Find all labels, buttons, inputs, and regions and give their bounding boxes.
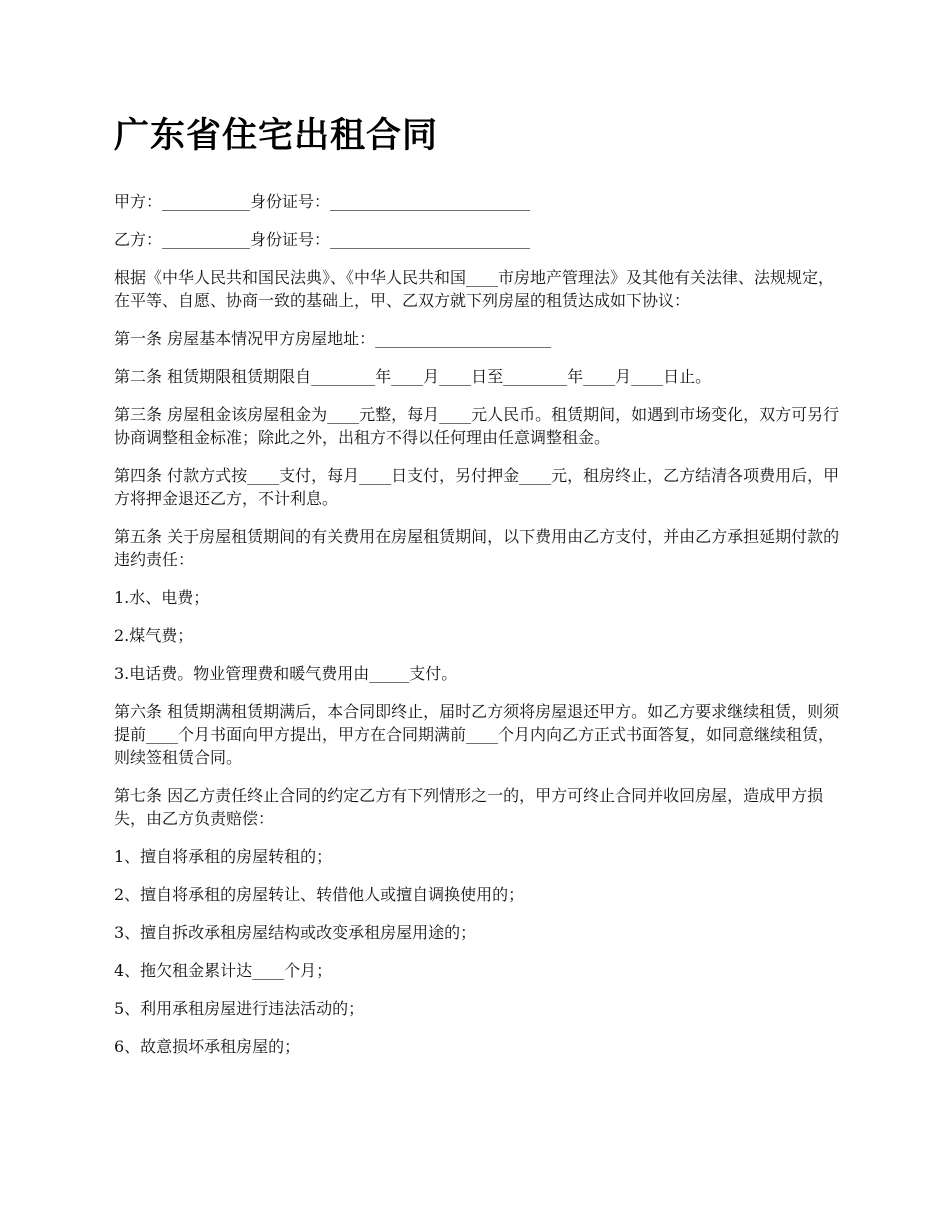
article-4: 第四条 付款方式按____支付，每月____日支付，另付押金____元，租房终止，乙方结清各项费用后，甲方将押金退还乙方，不计利息。 — [114, 466, 840, 508]
party-b-line: 乙方：___________身份证号：_________________________ — [114, 230, 531, 249]
article-1: 第一条 房屋基本情况甲方房屋地址：______________________ — [114, 329, 552, 348]
article-5: 第五条 关于房屋租赁期间的有关费用在房屋租赁期间，以下费用由乙方支付，并由乙方承担延期付款的违约责任： — [114, 527, 840, 569]
party-a-line: 甲方：___________身份证号：_________________________ — [114, 192, 531, 211]
article-7-item-2: 2、擅自将承租的房屋转让、转借他人或擅自调换使用的； — [114, 885, 525, 904]
preamble-paragraph: 根据《中华人民共和国民法典》、《中华人民共和国____市房地产管理法》及其他有关法律、法规规定，在平等、自愿、协商一致的基础上，甲、乙双方就下列房屋的租赁达成如下协议： — [114, 268, 835, 310]
article-5-item-1: 1.水、电费； — [114, 588, 210, 607]
article-7-item-5: 5、利用承租房屋进行违法活动的； — [114, 999, 365, 1018]
article-5-item-3: 3.电话费。物业管理费和暖气费用由_____支付。 — [114, 664, 458, 683]
article-2: 第二条 租赁期限租赁期限自________年____月____日至________年____月____日止。 — [114, 367, 712, 386]
article-7-item-3: 3、擅自拆改承租房屋结构或改变承租房屋用途的； — [114, 923, 477, 942]
article-7-item-4: 4、拖欠租金累计达____个月； — [114, 961, 333, 980]
article-7: 第七条 因乙方责任终止合同的约定乙方有下列情形之一的，甲方可终止合同并收回房屋，造成甲方损失，由乙方负责赔偿： — [114, 786, 824, 828]
article-7-item-6: 6、故意损坏承租房屋的； — [114, 1037, 301, 1056]
article-3: 第三条 房屋租金该房屋租金为____元整，每月____元人民币。租赁期间，如遇到市场变化，双方可另行协商调整租金标准；除此之外，出租方不得以任何理由任意调整租金。 — [114, 405, 840, 447]
document-page — [114, 108, 844, 1073]
article-7-item-1: 1、擅自将承租的房屋转租的； — [114, 847, 333, 866]
article-6: 第六条 租赁期满租赁期满后，本合同即终止，届时乙方须将房屋退还甲方。如乙方要求继续租赁，则须提前____个月书面向甲方提出，甲方在合同期满前____个月内向乙方正式书面答复，如同意继续租赁，则续签租赁合同。 — [114, 702, 840, 767]
article-5-item-2: 2.煤气费； — [114, 626, 194, 645]
document-title: 广东省住宅出租合同 — [114, 116, 439, 156]
